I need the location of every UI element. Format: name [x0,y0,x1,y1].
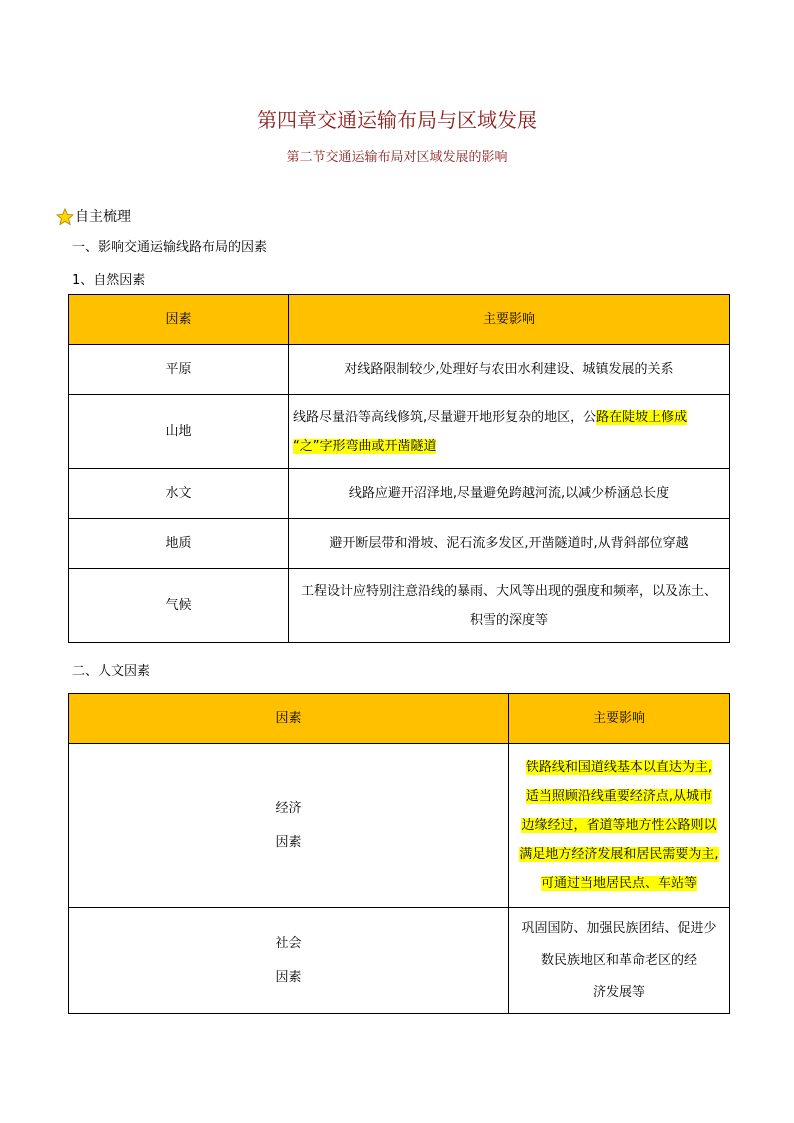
star-icon [56,208,74,226]
effect-text: 巩固国防、加强民族团结、促进少 [521,920,717,936]
factor-cell: 气候 [69,569,289,643]
effect-cell: 对线路限制较少,处理好与农田水利建设、城镇发展的关系 [289,345,730,395]
factor-cell: 山地 [69,395,289,469]
page-subtitle: 第二节交通运输布局对区域发展的影响 [286,150,508,165]
factor-cell [69,744,509,908]
human-factors-table [68,693,730,1014]
highlighted-text: 可通过当地居民点、车站等 [540,876,697,891]
natural-factors-table [68,294,730,643]
factor-cell: 平原 [69,345,289,395]
highlighted-text: 路在陡坡上修成 [596,409,688,425]
table-row [69,345,730,395]
table-row [69,744,730,908]
table-row [69,569,730,643]
factor-text: 因素 [275,969,302,985]
factor-cell: 水文 [69,469,289,519]
effect-cell [509,908,730,1014]
factor-cell [69,908,509,1014]
section-heading [56,207,131,227]
page-title: 第四章交通运输布局与区域发展 [257,108,537,132]
effect-cell [289,569,730,643]
highlighted-text: 铁路线和国道线基本以直达为主, [525,760,713,775]
effect-cell [289,395,730,469]
highlighted-text: “之”字形弯曲或开凿隧道 [293,438,437,454]
effect-text: 积雪的深度等 [469,612,548,628]
header-factor: 因素 [69,295,289,345]
factor-cell: 地质 [69,519,289,569]
header-effect: 主要影响 [289,295,730,345]
table-row [69,469,730,519]
effect-cell [509,744,730,908]
section-label: 自主梳理 [75,209,131,225]
highlighted-text: 边缘经过，省道等地方性公路则以 [521,818,717,833]
effect-cell: 避开断层带和滑坡、泥石流多发区,开凿隧道时,从背斜部位穿越 [289,519,730,569]
effect-text: 线路尽量沿等高线修筑,尽量避开地形复杂的地区，公 [293,409,597,425]
factor-text: 经济 [275,800,302,816]
heading-natural: 1、自然因素 [72,273,146,288]
table-header-row [69,295,730,345]
heading-human: 二、人文因素 [72,664,151,679]
factor-text: 因素 [275,834,302,850]
table-row [69,908,730,1014]
effect-text: 济发展等 [592,984,645,1000]
header-effect: 主要影响 [509,694,730,744]
highlighted-text: 适当照顾沿线重要经济点,从城市 [525,789,713,804]
table-row [69,519,730,569]
table-header-row [69,694,730,744]
heading-factors: 一、影响交通运输线路布局的因素 [72,240,268,255]
table-row [69,395,730,469]
effect-cell: 线路应避开沼泽地,尽量避免跨越河流,以减少桥涵总长度 [289,469,730,519]
highlighted-text: 满足地方经济发展和居民需要为主, [519,847,719,862]
effect-text: 工程设计应特别注意沿线的暴雨、大风等出现的强度和频率，以及冻土、 [300,583,717,599]
factor-text: 社会 [275,935,302,951]
effect-text: 数民族地区和革命老区的经 [540,952,697,968]
header-factor: 因素 [69,694,509,744]
